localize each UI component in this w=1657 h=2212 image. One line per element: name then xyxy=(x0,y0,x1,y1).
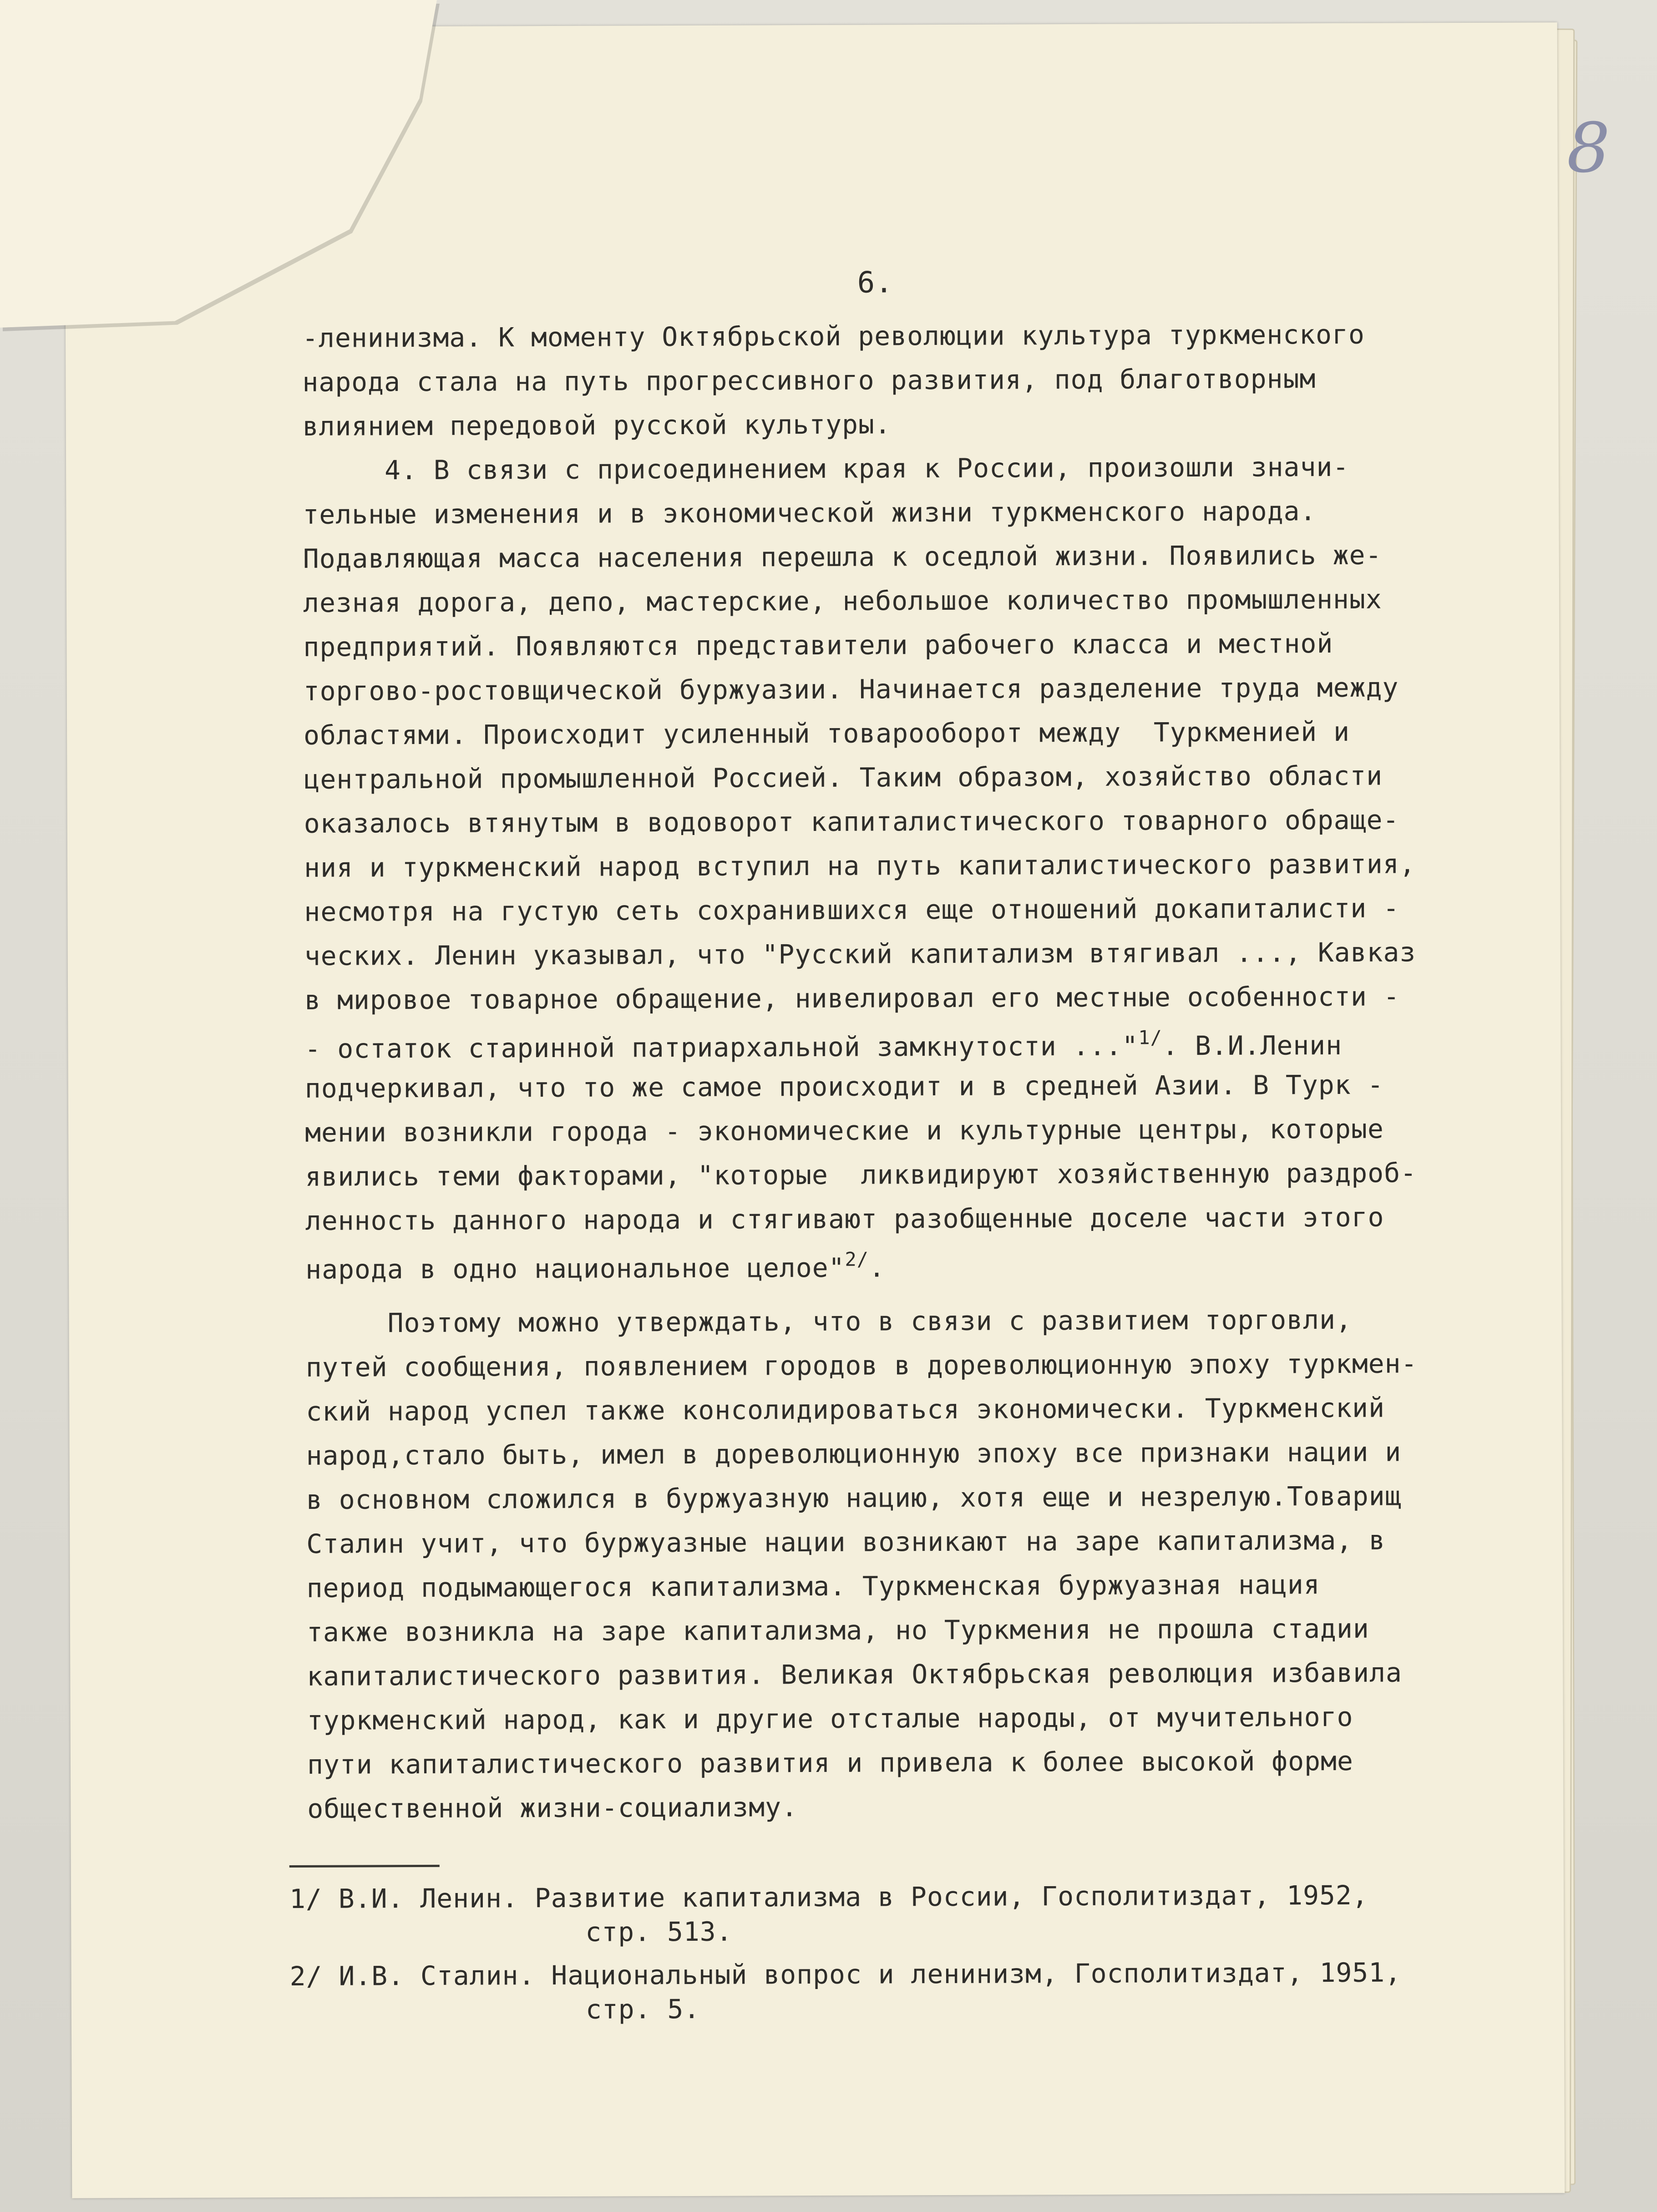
text-line: предприятий. Появляются представители рабочего класса и местной xyxy=(303,628,1333,663)
text-line: путей сообщения, появлением городов в дореволюционную эпоху туркмен- xyxy=(305,1348,1418,1383)
footnote-line: 2/ И.В. Сталин. Национальный вопрос и ленинизм, Госполитиздат, 1951, xyxy=(289,1957,1402,1992)
line-text: - остаток старинной патриархальной замкнутости ..." xyxy=(304,1030,1139,1064)
text-line: 4. В связи с присоединением края к России, произошли значи- xyxy=(384,451,1349,486)
text-line: явились теми факторами, "которые ликвидируют хозяйственную раздроб- xyxy=(305,1157,1417,1192)
text-line: областями. Происходит усиленный товарооборот между Туркменией и xyxy=(303,716,1350,751)
text-line: ческих. Ленин указывал, что "Русский капитализм втягивал ..., Кавказ xyxy=(304,936,1416,972)
text-line: торгово-ростовщической буржуазии. Начинается разделение труда между xyxy=(303,672,1399,707)
line-text: . xyxy=(868,1252,886,1283)
line-text: народа в одно национальное целое" xyxy=(305,1252,845,1285)
text-line: туркменский народ, как и другие отсталые народы, от мучительного xyxy=(307,1701,1353,1736)
text-line: оказалось втянутым в водоворот капиталистического товарного обраще- xyxy=(304,804,1399,839)
text-line: мении возникли города - экономические и культурные центры, которые xyxy=(305,1113,1384,1148)
text-line: несмотря на густую сеть сохранившихся еще отношений докапиталисти - xyxy=(304,892,1400,927)
footnote-mark: 1/ xyxy=(1138,1026,1162,1049)
text-line: в основном сложился в буржуазную нацию, хотя еще и незрелую.Товарищ xyxy=(306,1480,1402,1515)
text-line: период подымающегося капитализма. Туркменская буржуазная нация xyxy=(306,1569,1320,1604)
text-line: подчеркивал, что то же самое происходит и в средней Азии. В Турк - xyxy=(304,1069,1384,1104)
text-line: также возникла на заре капитализма, но Туркмения не прошла стадии xyxy=(306,1613,1369,1648)
text-line: в мировое товарное обращение, нивелировал его местные особенности - xyxy=(304,981,1400,1016)
footnote-separator xyxy=(289,1865,440,1868)
text-line: ский народ успел также консолидироваться экономически. Туркменский xyxy=(306,1392,1385,1427)
text-line: -ленинизма. К моменту Октябрьской революции культура туркменского xyxy=(302,319,1365,354)
text-line: народа стала на путь прогрессивного развития, под благотворным xyxy=(302,363,1316,398)
footnote-mark: 2/ xyxy=(845,1248,869,1271)
text-line-with-footnote xyxy=(305,1248,886,1285)
text-line: Подавляющая масса населения перешла к оседлой жизни. Появились же- xyxy=(303,539,1382,574)
typed-page xyxy=(65,22,1611,2198)
handwritten-sheet-number: 8 xyxy=(1566,108,1611,188)
footnote-line: стр. 513. xyxy=(585,1916,733,1948)
text-line: пути капиталистического развития и привела к более высокой форме xyxy=(307,1745,1353,1780)
text-line: Поэтому можно утверждать, что в связи с развитием торговли, xyxy=(387,1304,1352,1339)
text-line: лезная дорога, депо, мастерские, небольшое количество промышленных xyxy=(303,583,1382,618)
text-line: общественной жизни-социализму. xyxy=(307,1792,798,1824)
text-line: влиянием передовой русской культуры. xyxy=(302,409,891,442)
text-line: ния и туркменский народ вступил на путь капиталистического развития, xyxy=(304,848,1416,883)
text-line-with-footnote xyxy=(304,1028,1342,1062)
text-line: тельные изменения и в экономической жизни туркменского народа. xyxy=(303,496,1317,530)
page-number: 6. xyxy=(857,266,893,300)
text-line: капиталистического развития. Великая Октябрьская революция избавила xyxy=(307,1657,1403,1692)
text-line: центральной промышленной Россией. Таким образом, хозяйство области xyxy=(304,760,1383,795)
line-text: . В.И.Ленин xyxy=(1162,1029,1343,1062)
text-line: Сталин учит, что буржуазные нации возникают на заре капитализма, в xyxy=(306,1524,1386,1559)
footnote-line: 1/ В.И. Ленин. Развитие капитализма в России, Госполитиздат, 1952, xyxy=(289,1879,1368,1915)
text-line: ленность данного народа и стягивают разобщенные доселе части этого xyxy=(305,1201,1384,1236)
text-line: народ,стало быть, имел в дореволюционную эпоху все признаки нации и xyxy=(306,1436,1402,1471)
footnote-line: стр. 5. xyxy=(585,1993,700,2025)
